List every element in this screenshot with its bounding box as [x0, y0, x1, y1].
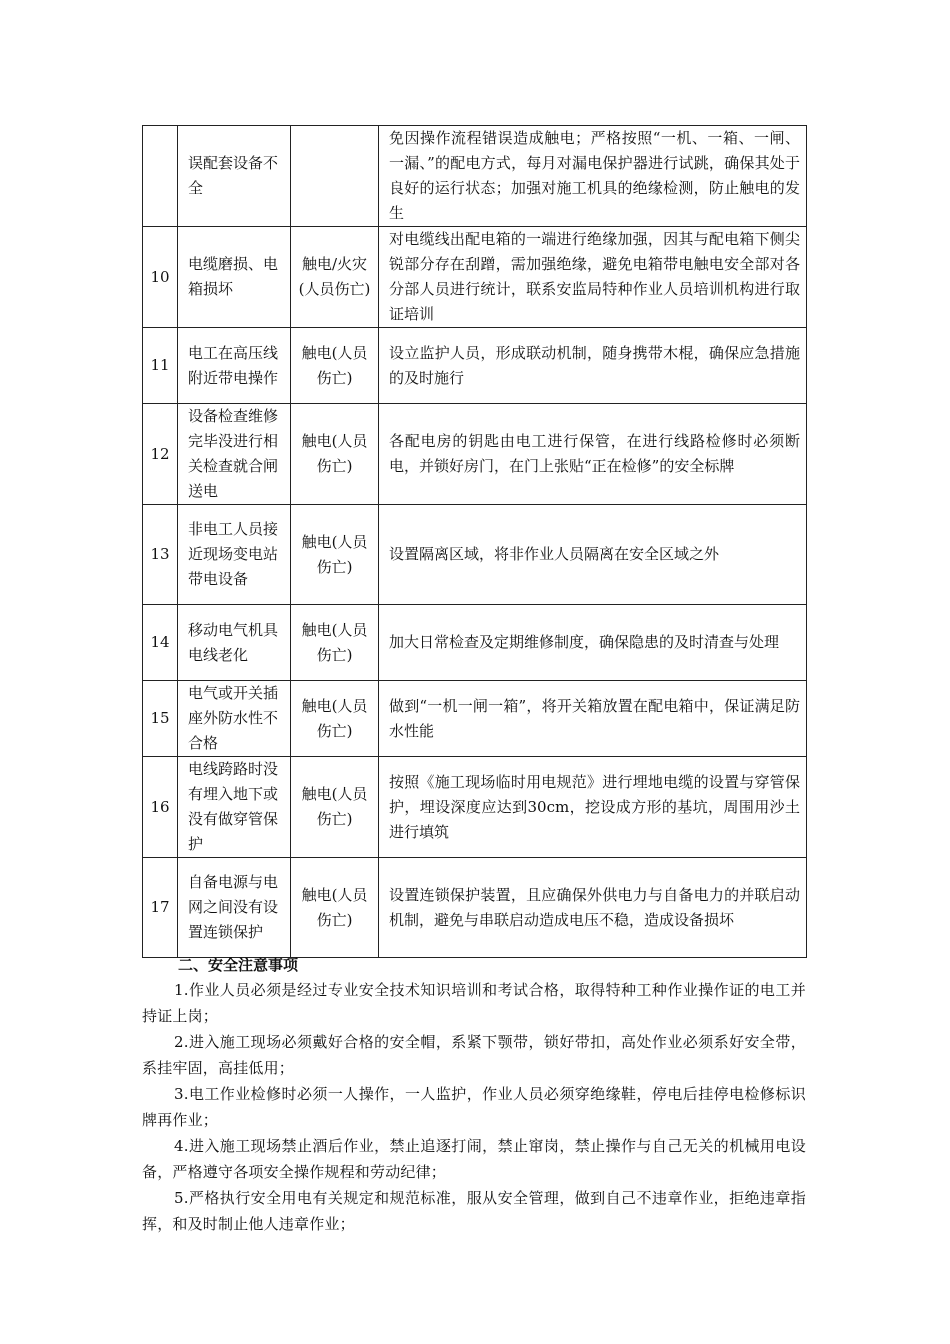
table-row [143, 605, 807, 681]
measure-cell: 设置隔离区域，将非作业人员隔离在安全区域之外 [379, 505, 807, 605]
measure-cell: 对电缆线出配电箱的一端进行绝缘加强，因其与配电箱下侧尖锐部分存在刮蹭，需加强绝缘，避免电箱带电触电安全部对各分部人员进行统计，联系安监局特种作业人员培训机构进行取证培训 [379, 227, 807, 328]
hazard-cell: 移动电气机具电线老化 [178, 605, 291, 681]
note-item: 4.进入施工现场禁止酒后作业，禁止追逐打闹，禁止窜岗，禁止操作与自己无关的机械用电设备，严格遵守各项安全操作规程和劳动纪律； [142, 1137, 806, 1181]
hazard-cell: 误配套设备不全 [178, 126, 291, 227]
hazard-cell: 非电工人员接近现场变电站带电设备 [178, 505, 291, 605]
table-row [143, 757, 807, 858]
note-item: 5.严格执行安全用电有关规定和规范标准，服从安全管理，做到自己不违章作业，拒绝违章指挥，和及时制止他人违章作业； [142, 1189, 806, 1233]
consequence-cell: 触电(人员伤亡) [291, 757, 379, 858]
row-number: 12 [143, 404, 178, 505]
table-row [143, 328, 807, 404]
consequence-cell: 触电(人员伤亡) [291, 858, 379, 958]
consequence-cell [291, 126, 379, 227]
measure-cell: 加大日常检查及定期维修制度，确保隐患的及时清查与处理 [379, 605, 807, 681]
table-row [143, 227, 807, 328]
row-number: 17 [143, 858, 178, 958]
hazard-cell: 设备检查维修完毕没进行相关检查就合闸送电 [178, 404, 291, 505]
table-row [143, 505, 807, 605]
row-number: 11 [143, 328, 178, 404]
measure-cell: 各配电房的钥匙由电工进行保管，在进行线路检修时必须断电，并锁好房门，在门上张贴“正在检修”的安全标牌 [379, 404, 807, 505]
hazard-cell: 电气或开关插座外防水性不合格 [178, 681, 291, 757]
hazard-cell: 自备电源与电网之间没有设置连锁保护 [178, 858, 291, 958]
note-item: 2.进入施工现场必须戴好合格的安全帽，系紧下颚带，锁好带扣，高处作业必须系好安全带，系挂牢固，高挂低用； [142, 1033, 806, 1077]
hazard-cell: 电工在高压线附近带电操作 [178, 328, 291, 404]
row-number: 16 [143, 757, 178, 858]
note-item: 3.电工作业检修时必须一人操作，一人监护，作业人员必须穿绝缘鞋，停电后挂停电检修标识牌再作业； [142, 1085, 806, 1129]
measure-cell: 设立监护人员，形成联动机制，随身携带木棍，确保应急措施的及时施行 [379, 328, 807, 404]
table-row [143, 858, 807, 958]
consequence-cell: 触电/火灾(人员伤亡) [291, 227, 379, 328]
table-row [143, 126, 807, 227]
row-number: 13 [143, 505, 178, 605]
table-row [143, 681, 807, 757]
measure-cell: 做到“一机一闸一箱”，将开关箱放置在配电箱中，保证满足防水性能 [379, 681, 807, 757]
section-title: 二、安全注意事项 [178, 956, 299, 974]
note-item: 1.作业人员必须是经过专业安全技术知识培训和考试合格，取得特种工种作业操作证的电工并持证上岗； [142, 981, 806, 1025]
row-number [143, 126, 178, 227]
safety-notes-section [142, 953, 806, 1237]
consequence-cell: 触电(人员伤亡) [291, 404, 379, 505]
consequence-cell: 触电(人员伤亡) [291, 505, 379, 605]
row-number: 10 [143, 227, 178, 328]
hazard-cell: 电缆磨损、电箱损坏 [178, 227, 291, 328]
hazard-cell: 电线跨路时没有埋入地下或没有做穿管保护 [178, 757, 291, 858]
table-row [143, 404, 807, 505]
measure-cell: 免因操作流程错误造成触电；严格按照“一机、一箱、一闸、一漏、”的配电方式，每月对漏电保护器进行试跳，确保其处于良好的运行状态；加强对施工机具的绝缘检测，防止触电的发生 [379, 126, 807, 227]
measure-cell: 设置连锁保护装置，且应确保外供电力与自备电力的并联启动机制，避免与串联启动造成电压不稳，造成设备损坏 [379, 858, 807, 958]
consequence-cell: 触电(人员伤亡) [291, 681, 379, 757]
consequence-cell: 触电(人员伤亡) [291, 605, 379, 681]
risk-table [142, 125, 807, 958]
measure-cell: 按照《施工现场临时用电规范》进行埋地电缆的设置与穿管保护，埋设深度应达到30cm，挖设成方形的基坑，周围用沙土进行填筑 [379, 757, 807, 858]
row-number: 14 [143, 605, 178, 681]
consequence-cell: 触电(人员伤亡) [291, 328, 379, 404]
row-number: 15 [143, 681, 178, 757]
